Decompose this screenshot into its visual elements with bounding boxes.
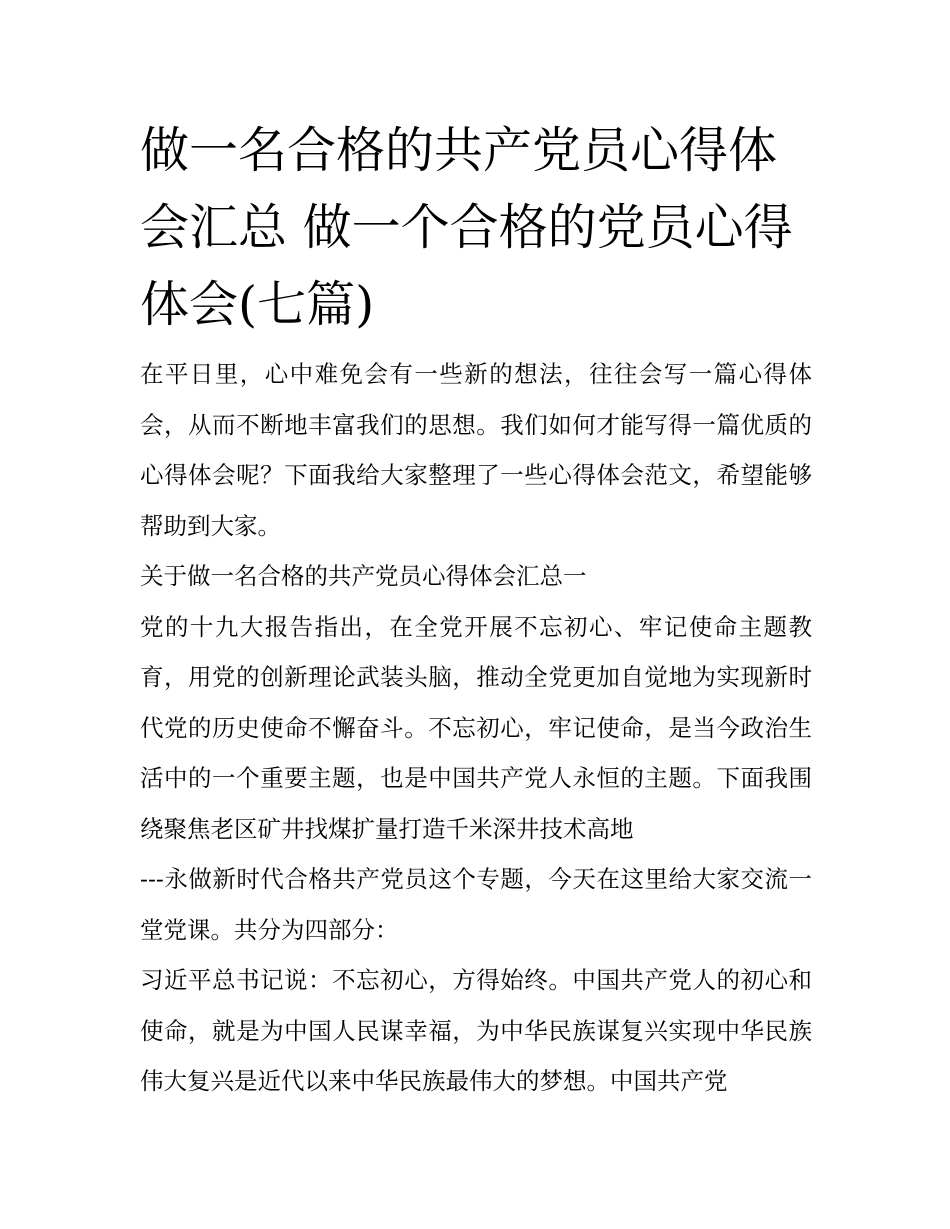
document-body — [140, 112, 812, 1107]
body-paragraph: 党的十九大报告指出，在全党开展不忘初心、牢记使命主题教育，用党的创新理论武装头脑，推动全党更加自觉地为实现新时代党的历史使命不懈奋斗。不忘初心，牢记使命，是当今政治生活中的一个重要主题，也是中国共产党人永恒的主题。下面我围绕聚焦老区矿井找煤扩量打造千米深井技术高地 — [140, 612, 812, 843]
body-paragraph: ---永做新时代合格共产党员这个专题，今天在这里给大家交流一堂党课。共分为四部分： — [140, 865, 812, 944]
document-title: 做一名合格的共产党员心得体会汇总 做一个合格的党员心得体会(七篇) — [140, 122, 793, 333]
intro-paragraph: 在平日里，心中难免会有一些新的想法，往往会写一篇心得体会，从而不断地丰富我们的思想。我们如何才能写得一篇优质的心得体会呢？下面我给大家整理了一些心得体会范文，希望能够帮助到大家。 — [140, 360, 812, 540]
body-paragraph: 习近平总书记说：不忘初心，方得始终。中国共产党人的初心和使命，就是为中国人民谋幸福，为中华民族谋复兴实现中华民族伟大复兴是近代以来中华民族最伟大的梦想。中国共产党 — [140, 966, 812, 1095]
section-heading: 关于做一名合格的共产党员心得体会汇总一 — [140, 562, 587, 590]
